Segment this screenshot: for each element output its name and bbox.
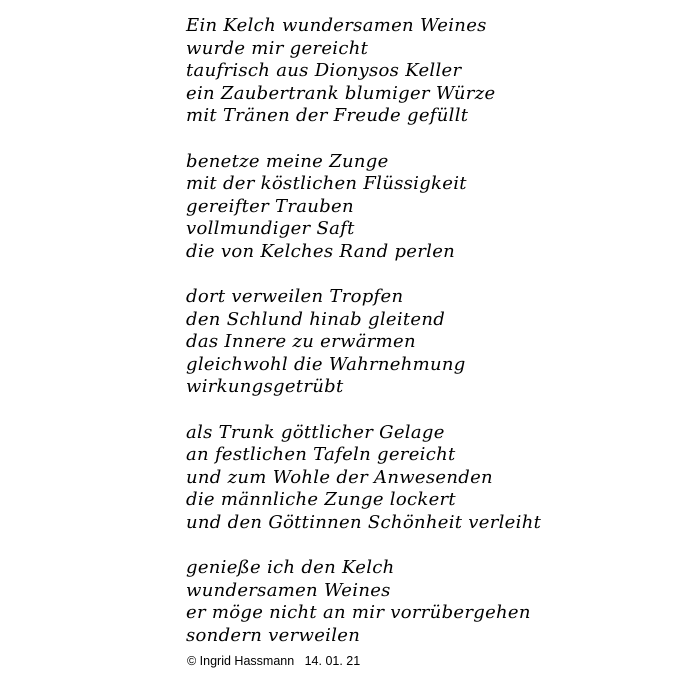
poem-line: wundersamen Weines: [186, 579, 391, 601]
stanza-4: [186, 422, 666, 535]
stanza-3: [186, 286, 666, 399]
poem-line: benetze meine Zunge: [186, 150, 389, 172]
poem-body: [186, 15, 666, 670]
poem-line: vollmundiger Saft: [186, 218, 355, 239]
poem-line: Ein Kelch wundersamen Weines: [186, 15, 487, 36]
copyright-footer: © Ingrid Hassmann 14. 01. 21: [187, 654, 361, 668]
poem-line: die von Kelches Rand perlen: [186, 240, 456, 262]
poem-line: und zum Wohle der Anwesenden: [186, 466, 493, 488]
stanza-2: [186, 151, 666, 264]
poem-line: und den Göttinnen Schönheit verleiht: [186, 511, 542, 533]
poem-line: taufrisch aus Dionysos Keller: [186, 60, 462, 81]
stanza-1: [186, 15, 666, 128]
poem-line: wirkungsgetrübt: [186, 376, 344, 397]
poem-line: dort verweilen Tropfen: [186, 286, 404, 307]
poem-line: die männliche Zunge lockert: [186, 489, 456, 510]
poem-line: ein Zaubertrank blumiger Würze: [186, 82, 496, 104]
poem-line: gleichwohl die Wahrnehmung: [186, 353, 466, 375]
poem-line: als Trunk göttlicher Gelage: [186, 421, 445, 443]
poem-line: an festlichen Tafeln gereicht: [186, 444, 456, 465]
poem-line: wurde mir gereicht: [186, 37, 369, 59]
poem-line: er möge nicht an mir vorrübergehen: [186, 602, 531, 623]
poem-line: gereifter Trauben: [186, 195, 354, 217]
poem-line: mit der köstlichen Flüssigkeit: [186, 173, 467, 194]
poem-line: den Schlund hinab gleitend: [186, 308, 446, 330]
poem-line: genieße ich den Kelch: [186, 557, 395, 578]
poem-line: sondern verweilen: [186, 624, 361, 646]
poem-line: mit Tränen der Freude gefüllt: [186, 105, 469, 126]
stanza-5: [186, 557, 666, 647]
poem-line: das Innere zu erwärmen: [186, 331, 416, 352]
